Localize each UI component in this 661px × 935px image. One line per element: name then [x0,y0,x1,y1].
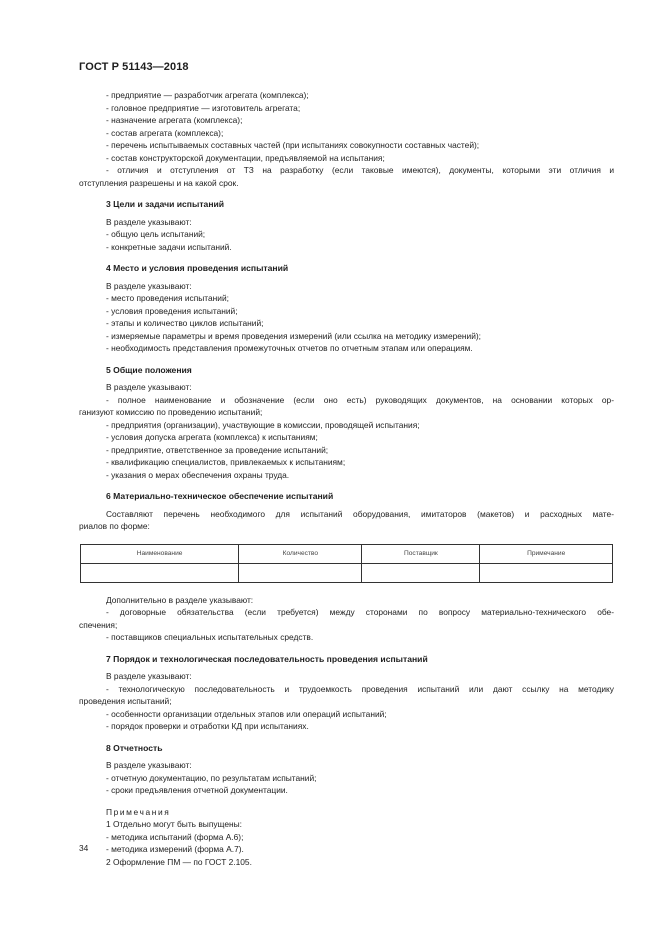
page-number: 34 [79,843,89,853]
materials-form-table [80,544,613,583]
list-item-continuation: проведения испытаний; [79,696,172,706]
list-item: - отчетную документацию, по результатам испытаний; [106,772,317,783]
section-lead: В разделе указывают: [106,382,192,392]
list-item: - необходимость представления промежуточных отчетов по отчетным этапам или операциям. [106,343,473,353]
section-lead: В разделе указывают: [106,671,192,681]
section-lead: В разделе указывают: [106,216,192,227]
list-item: - технологическую последовательность и трудоемкость проведения испытаний или дают ссылку на методику [106,683,614,694]
table-cell-empty [81,563,239,582]
list-item: - перечень испытываемых составных частей (при испытаниях совокупности составных частей); [106,140,480,150]
section-7-title: 7 Порядок и технологическая последовательность проведения испытаний [106,653,428,664]
table-header-name: Наименование [81,544,239,563]
list-item: - условия проведения испытаний; [106,305,238,316]
list-item: - сроки предъявления отчетной документации. [106,785,288,795]
notes-title: Примечания [106,806,171,817]
section-lead: Дополнительно в разделе указывают: [106,594,254,605]
table-header-supplier: Поставщик [362,544,480,563]
list-item: - порядок проверки и отработки КД при испытаниях. [106,721,309,731]
intro-list [79,89,614,189]
list-item: - состав агрегата (комплекса); [106,127,224,138]
list-item-continuation: ганизуют комиссию по проведению испытаний; [79,407,263,417]
list-item: - предприятия (организации), участвующие в комиссии, проводящей испытания; [106,419,420,430]
section-5-title: 5 Общие положения [106,364,192,375]
table-cell-empty [239,563,362,582]
section-8-title: 8 Отчетность [106,742,163,753]
document-id: ГОСТ Р 51143—2018 [79,61,189,73]
list-item: - квалификацию специалистов, привлекаемых к испытаниям; [106,457,346,467]
list-item-continuation: спечения; [79,619,118,630]
list-item: - предприятие — разработчик агрегата (комплекса); [106,90,309,100]
list-item: - методика измерений (форма А.7). [106,844,244,854]
list-item: - назначение агрегата (комплекса); [106,115,243,125]
list-item: - методика испытаний (форма А.6); [106,831,244,842]
section-lead: В разделе указывают: [106,280,192,291]
section-6-title: 6 Материально-техническое обеспечение испытаний [106,491,334,501]
list-item: - поставщиков специальных испытательных средств. [106,632,314,642]
list-item: - полное наименование и обозначение (если оно есть) руководящих документов, на основании которых ор- [106,394,614,405]
table-header-note: Примечание [480,544,613,563]
table-cell-empty [362,563,480,582]
list-item: - место проведения испытаний; [106,293,229,303]
list-item: - отличия и отступления от ТЗ на разработку (если таковые имеются), документы, которыми эти отличия и [106,165,614,175]
table-header-quantity: Количество [239,544,362,563]
list-item: - измеряемые параметры и время проведения измерений (или ссылка на методику измерений); [106,330,482,341]
list-item: - головное предприятие — изготовитель агрегата; [106,102,301,113]
section-3-title: 3 Цели и задачи испытаний [106,199,225,209]
section-lead: Составляют перечень необходимого для испытаний оборудования, имитаторов (макетов) и расходных мате- [106,508,614,519]
list-item: - предприятие, ответственное за проведение испытаний; [106,444,329,455]
list-item: - состав конструкторской документации, предъявляемой на испытания; [106,152,385,163]
page-content [79,89,614,868]
section-lead: В разделе указывают: [106,760,192,770]
list-item-continuation: отступления разрешены и на какой срок. [79,177,239,188]
list-item: - особенности организации отдельных этапов или операций испытаний; [106,708,387,719]
section-lead-continuation: риалов по форме: [79,521,150,531]
table-cell-empty [480,563,613,582]
list-item: - конкретные задачи испытаний. [106,241,232,252]
list-item: - указания о мерах обеспечения охраны труда. [106,469,290,480]
section-4-title: 4 Место и условия проведения испытаний [106,263,289,273]
note-2: 2 Оформление ПМ — по ГОСТ 2.105. [106,856,252,867]
list-item: - общую цель испытаний; [106,229,206,239]
note-1: 1 Отдельно могут быть выпущены: [106,819,242,829]
list-item: - договорные обязательства (если требуется) между сторонами по вопросу материально-технического обе- [106,607,614,617]
list-item: - этапы и количество циклов испытаний; [106,318,264,328]
list-item: - условия допуска агрегата (комплекса) к испытаниям; [106,432,318,442]
